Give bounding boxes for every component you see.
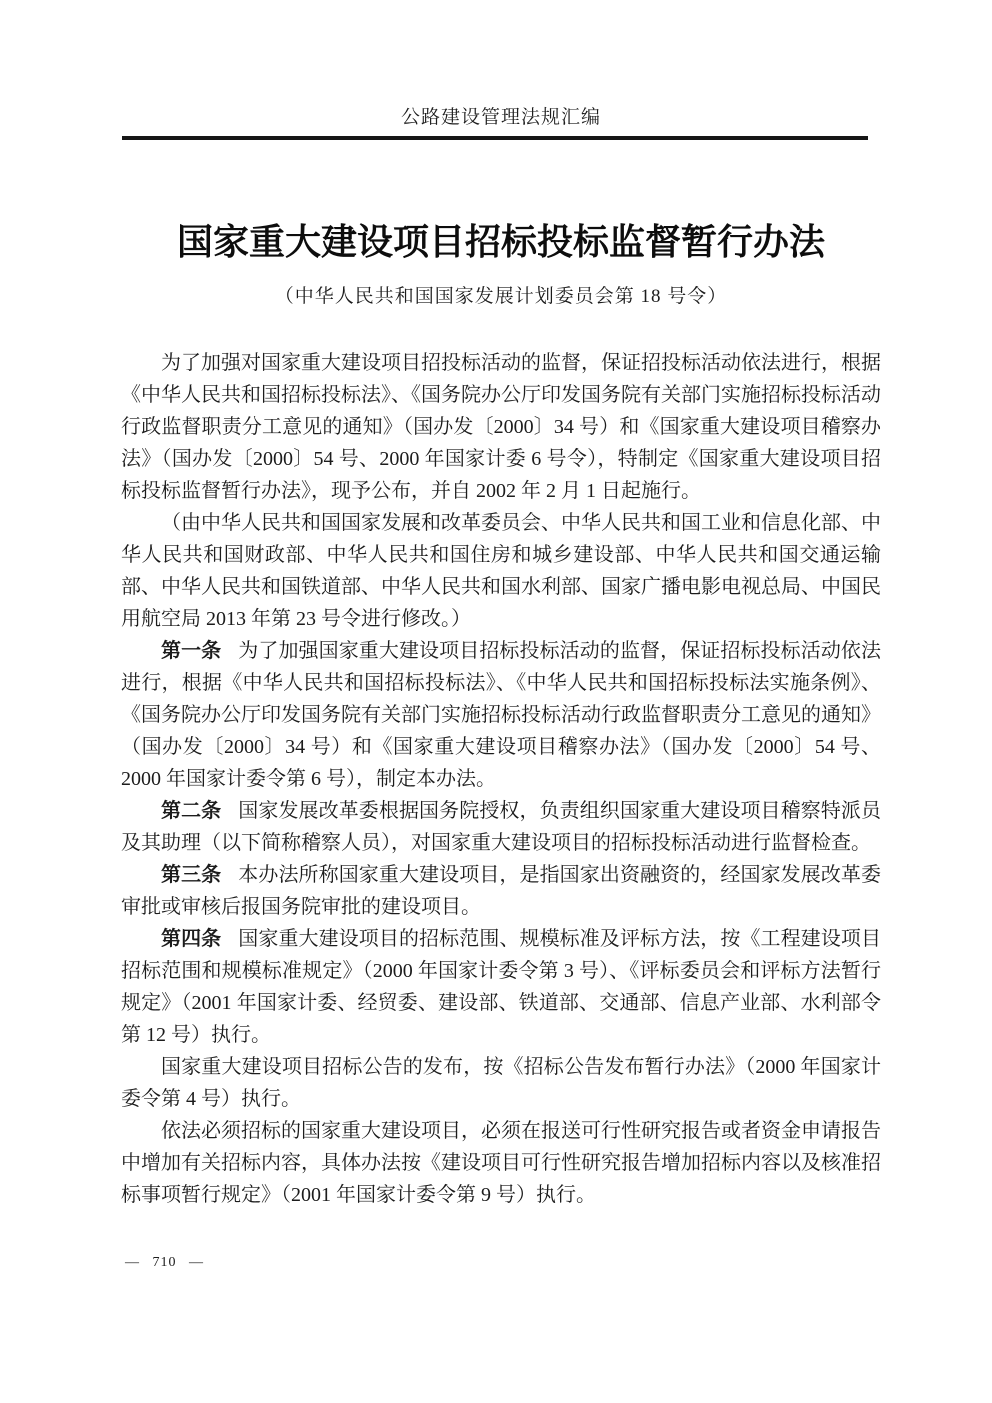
paragraph-amendment-note bbox=[121, 507, 881, 635]
paragraph-article-1 bbox=[121, 635, 881, 795]
article-label: 第三条 bbox=[161, 864, 222, 886]
document-body bbox=[121, 347, 881, 1211]
running-head: 公路建设管理法规汇编 bbox=[400, 107, 601, 128]
paragraph-text: （由中华人民共和国国家发展和改革委员会、中华人民共和国工业和信息化部、中华人民共和国财政部、中华人民共和国住房和城乡建设部、中华人民共和国交通运输部、中华人民共和国铁道部、中华人民共和国水利部、国家广播电影电视总局、中国民用航空局 2013 年第 23 号令进行修改。） bbox=[121, 512, 881, 630]
paragraph-article-3 bbox=[121, 859, 881, 923]
paragraph-text: 国家重大建设项目招标公告的发布，按《招标公告发布暂行办法》（2000 年国家计委令第 4 号）执行。 bbox=[121, 1056, 881, 1110]
article-label: 第一条 bbox=[161, 640, 222, 662]
paragraph-article-2 bbox=[121, 795, 881, 859]
paragraph-article-4-continued-feasibility bbox=[121, 1115, 881, 1211]
header-divider bbox=[122, 136, 868, 140]
article-label: 第二条 bbox=[161, 800, 222, 822]
paragraph-text: 国家发展改革委根据国务院授权，负责组织国家重大建设项目稽察特派员及其助理（以下简称稽察人员），对国家重大建设项目的招标投标活动进行监督检查。 bbox=[121, 800, 882, 854]
page-number: — 710 — bbox=[125, 1255, 204, 1270]
paragraph-article-4-continued-announcement bbox=[121, 1051, 881, 1115]
document-subtitle: （中华人民共和国国家发展计划委员会第 18 号令） bbox=[274, 286, 728, 307]
paragraph-preamble bbox=[121, 347, 881, 507]
document-title: 国家重大建设项目招标投标监督暂行办法 bbox=[176, 222, 825, 262]
paragraph-text: 为了加强国家重大建设项目招标投标活动的监督，保证招标投标活动依法进行，根据《中华人民共和国招标投标法》、《中华人民共和国招标投标法实施条例》、《国务院办公厅印发国务院有关部门实施招标投标活动行政监督职责分工意见的通知》（国办发〔2000〕34 号）和《国家重大建设项目稽察办法》（国办发〔2000〕54 号、2000 年国家计委令第 6 号），制定本办法。 bbox=[121, 640, 882, 790]
paragraph-text: 依法必须招标的国家重大建设项目，必须在报送可行性研究报告或者资金申请报告中增加有关招标内容，具体办法按《建设项目可行性研究报告增加招标内容以及核准招标事项暂行规定》（2001 年国家计委令第 9 号）执行。 bbox=[121, 1120, 881, 1206]
paragraph-text: 本办法所称国家重大建设项目，是指国家出资融资的，经国家发展改革委审批或审核后报国务院审批的建设项目。 bbox=[121, 864, 882, 918]
article-label: 第四条 bbox=[161, 928, 222, 950]
paragraph-text: 国家重大建设项目的招标范围、规模标准及评标方法，按《工程建设项目招标范围和规模标准规定》（2000 年国家计委令第 3 号）、《评标委员会和评标方法暂行规定》（2001 年国家计委、经贸委、建设部、铁道部、交通部、信息产业部、水利部令第 12 号）执行。 bbox=[121, 928, 882, 1046]
page-content bbox=[121, 0, 881, 1211]
paragraph-article-4 bbox=[121, 923, 881, 1051]
paragraph-text: 为了加强对国家重大建设项目招投标活动的监督，保证招投标活动依法进行，根据《中华人民共和国招标投标法》、《国务院办公厅印发国务院有关部门实施招标投标活动行政监督职责分工意见的通知》（国办发〔2000〕34 号）和《国家重大建设项目稽察办法》（国办发〔2000〕54 号、2000 年国家计委 6 号令），特制定《国家重大建设项目招标投标监督暂行办法》，现予公布，并自 2002 年 2 月 1 日起施行。 bbox=[121, 352, 881, 502]
